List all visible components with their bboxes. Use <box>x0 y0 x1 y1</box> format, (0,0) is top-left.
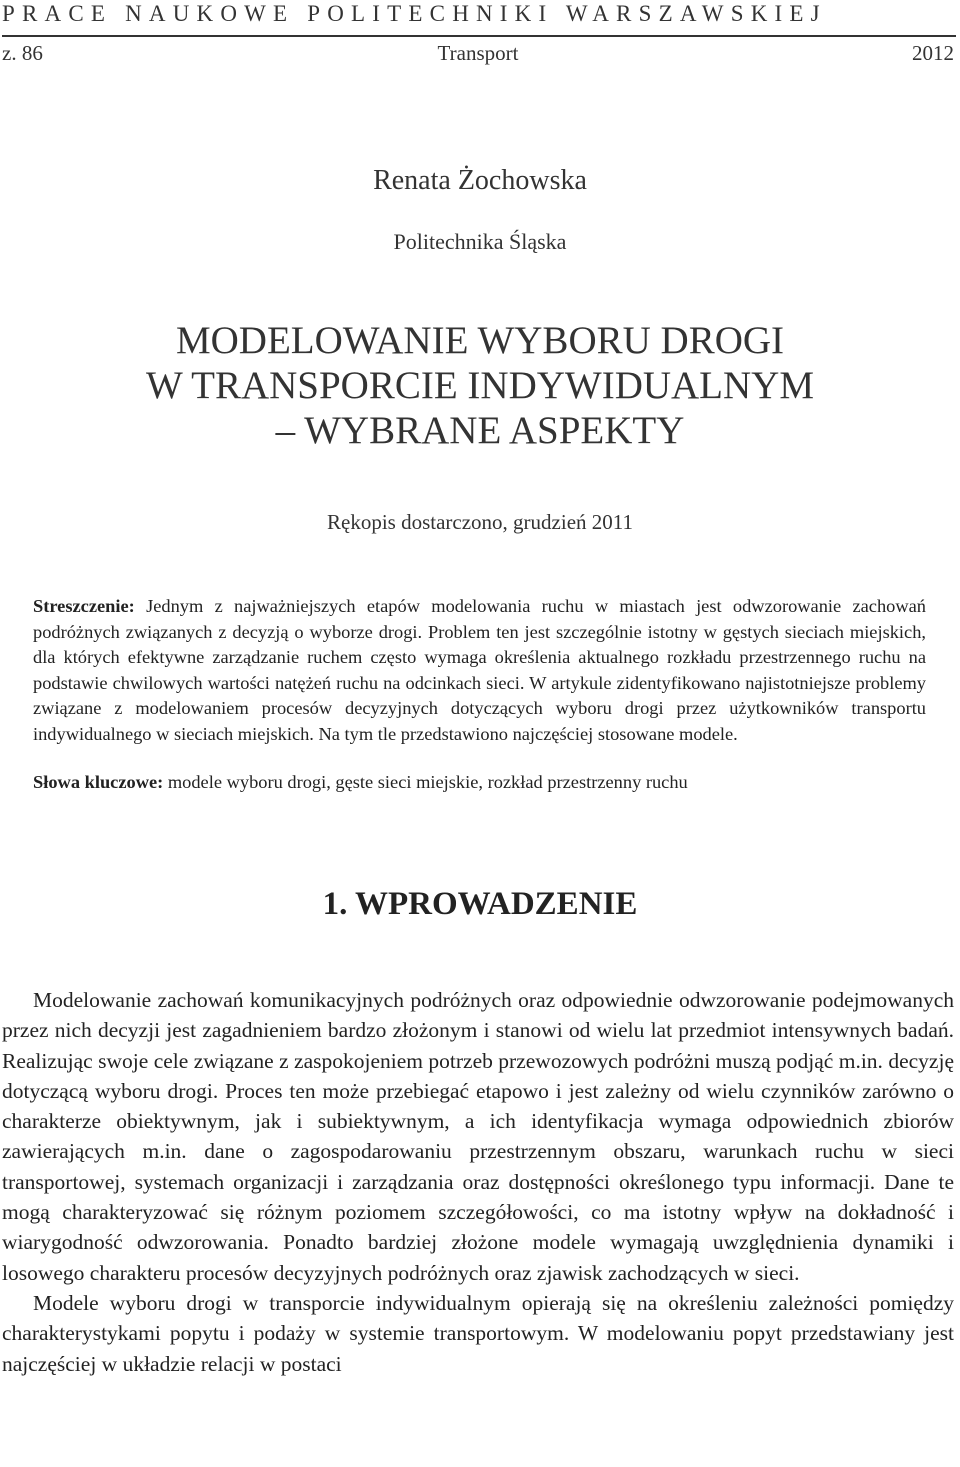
section-heading: 1. WPROWADZENIE <box>322 886 638 922</box>
title-line: – WYBRANE ASPEKTY <box>275 409 685 452</box>
keywords-text: modele wyboru drogi, gęste sieci miejskie, rozkład przestrzenny ruchu <box>163 772 688 792</box>
title-line: W TRANSPORCIE INDYWIDUALNYM <box>145 364 815 407</box>
issue-year: 2012 <box>912 41 954 65</box>
keywords-label: Słowa kluczowe: <box>33 772 164 792</box>
keywords <box>33 770 926 796</box>
abstract-label: Streszczenie: <box>33 596 135 616</box>
journal-series: Transport <box>437 41 519 65</box>
received-date: Rękopis dostarczono, grudzień 2011 <box>327 510 633 534</box>
body-paragraph: Modele wyboru drogi w transporcie indywidualnym opierają się na określeniu zależności pomiędzy charakterystykami popytu i podaży w systemie transportowym. W modelowaniu popyt przedstawiany jest najczęściej w układzie relacji w postaci <box>2 1290 954 1376</box>
section-body <box>2 985 954 1379</box>
issue-number: z. 86 <box>2 41 43 65</box>
paper-title <box>0 318 960 453</box>
author-affiliation: Politechnika Śląska <box>393 229 567 254</box>
title-line: MODELOWANIE WYBORU DROGI <box>175 319 785 362</box>
body-paragraph: Modelowanie zachowań komunikacyjnych podróżnych oraz odpowiednie odwzorowanie podejmowanych przez nich decyzji jest zagadnieniem bardzo złożonym i stanowi od wielu lat przedmiot intensywnych badań. Realizując swoje cele związane z zaspokojeniem potrzeb przewozowych podróżni muszą podjąć m.in. decyzję dotyczącą wyboru drogi. Proces ten może przebiegać etapowo i jest zależny od wielu czynników zarówno o charakterze obiektywnym, jak i subiektywnym, a ich identyfikacja wymaga odpowiednich zbiorów zawierających m.in. dane o zagospodarowaniu przestrzennym obszaru, warunkach ruchu w sieci transportowej, systemach organizacji i zarządzania oraz dostępności określonego typu informacji. Dane te mogą charakteryzować się różnym poziomem szczegółowości, co ma istotny wpływ na dokładność i wiarygodność odwzorowania. Ponadto bardziej złożone modele wymagają uwzględnienia dynamiki i losowego charakteru procesów decyzyjnych podróżnych oraz zjawisk zachodzących w sieci. <box>2 988 954 1285</box>
author-name: Renata Żochowska <box>373 165 587 196</box>
header-rule <box>2 35 956 37</box>
abstract-text: Jednym z najważniejszych etapów modelowania ruchu w miastach jest odwzorowanie zachowań podróżnych związanych z decyzją o wyborze drogi. Problem ten jest szczególnie istotny w gęstych sieciach miejskich, dla których efektywne zarządzanie ruchem często wymaga określenia aktualnego rozkładu przestrzennego ruchu na podstawie chwilowych wartości natężeń ruchu na odcinkach sieci. W artykule zidentyfikowano najistotniejsze problemy związane z modelowaniem procesów decyzyjnych dotyczących wyboru drogi przez użytkowników transportu indywidualnego w sieciach miejskich. Na tym tle przedstawiono najczęściej stosowane modele. <box>33 596 926 744</box>
journal-name: PRACE NAUKOWE POLITECHNIKI WARSZAWSKIEJ <box>2 1 827 26</box>
issue-row <box>2 40 954 66</box>
abstract <box>33 594 926 747</box>
